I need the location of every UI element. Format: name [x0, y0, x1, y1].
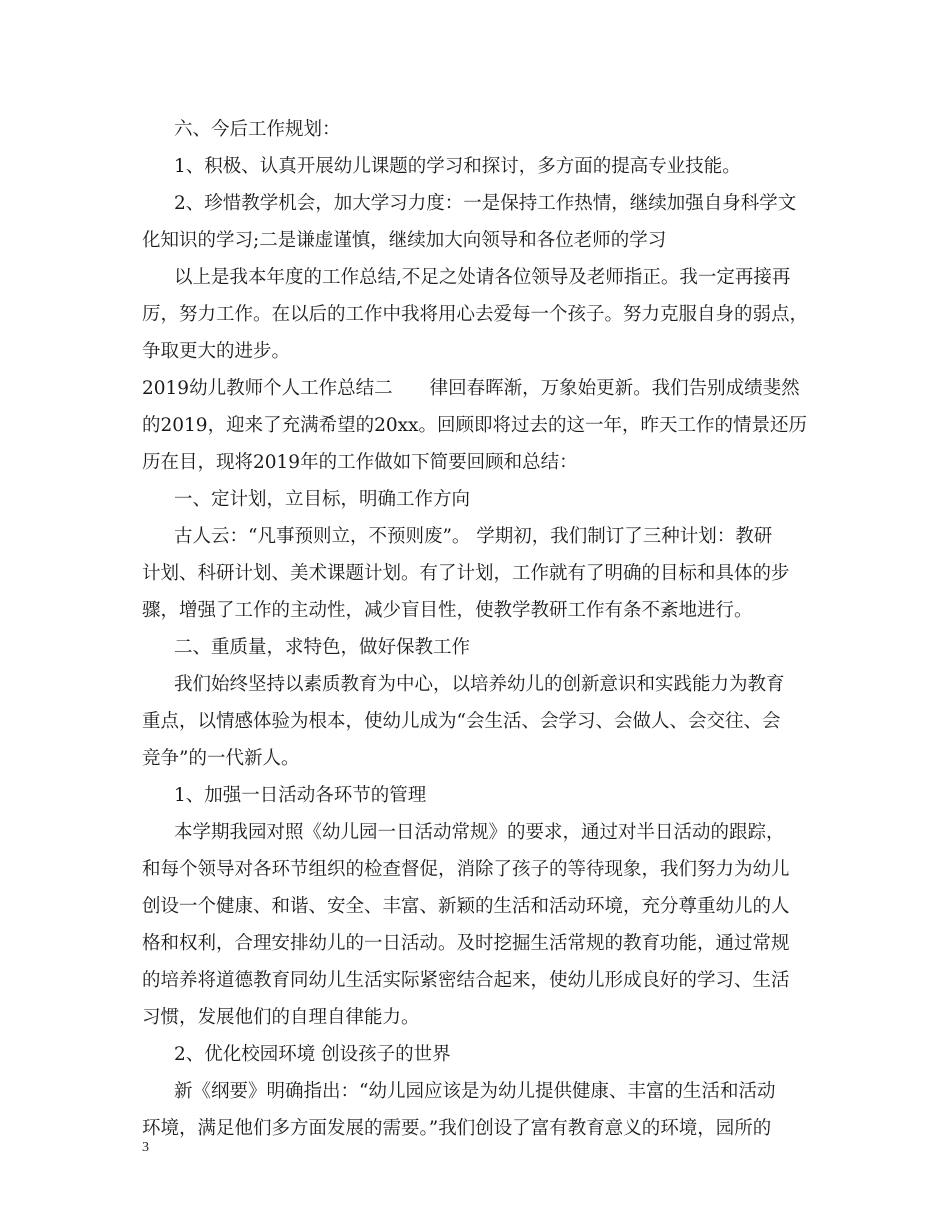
summary-two-title-line: 2019幼儿教师个人工作总结二 律回春晖渐，万象始更新。我们告别成绩斐然	[142, 378, 800, 399]
daily-paragraph-line-6: 习惯，发展他们的自理自律能力。	[142, 1007, 420, 1028]
daily-paragraph-line-5: 的培养将道德教育同幼儿生活实际紧密结合起来，使幼儿形成良好的学习、生活	[142, 970, 790, 991]
summary-two-intro-line-2: 的2019，迎来了充满希望的20xx。回顾即将过去的这一年，昨天工作的情景还历	[142, 415, 807, 436]
page-number: 3	[142, 1140, 149, 1155]
quality-paragraph-line-3: 竞争”的一代新人。	[142, 748, 300, 769]
subheading-daily-activities: 1、加强一日活动各环节的管理	[174, 785, 427, 806]
plan-paragraph-line-2: 计划、科研计划、美术课题计划。有了计划，工作就有了明确的目标和具体的步	[142, 563, 790, 584]
plan-paragraph-line-1: 古人云：“凡事预则立，不预则废”。 学期初，我们制订了三种计划：教研	[174, 526, 773, 547]
daily-paragraph-line-1: 本学期我园对照《幼儿园一日活动常规》的要求，通过对半日活动的跟踪，	[174, 822, 785, 843]
section-heading-future-plan: 六、今后工作规划：	[174, 119, 341, 140]
environment-paragraph-line-2: 环境，满足他们多方面发展的需要。”我们创设了富有教育意义的环境，园所的	[142, 1118, 772, 1139]
plan-item-2-line-2: 化知识的学习;二是谦虚谨慎，继续加大向领导和各位老师的学习	[142, 230, 667, 251]
daily-paragraph-line-2: 和每个领导对各环节组织的检查督促，消除了孩子的等待现象，我们努力为幼儿	[142, 859, 790, 880]
conclusion-line-1: 以上是我本年度的工作总结,不足之处请各位领导及老师指正。我一定再接再	[174, 267, 791, 288]
plan-item-1: 1、积极、认真开展幼儿课题的学习和探讨，多方面的提高专业技能。	[174, 156, 741, 177]
summary-two-intro-line-3: 历在目，现将2019年的工作做如下简要回顾和总结：	[142, 452, 578, 473]
daily-paragraph-line-4: 格和权利，合理安排幼儿的一日活动。及时挖掘生活常规的教育功能，通过常规	[142, 933, 790, 954]
quality-paragraph-line-2: 重点，以情感体验为根本，使幼儿成为“会生活、会学习、会做人、会交往、会	[142, 711, 781, 732]
section-heading-plan: 一、定计划，立目标，明确工作方向	[174, 489, 471, 510]
conclusion-line-2: 厉，努力工作。在以后的工作中我将用心去爱每一个孩子。努力克服自身的弱点，	[142, 304, 809, 325]
quality-paragraph-line-1: 我们始终坚持以素质教育为中心，以培养幼儿的创新意识和实践能力为教育	[174, 674, 785, 695]
plan-item-2-line-1: 2、珍惜教学机会，加大学习力度：一是保持工作热情，继续加强自身科学文	[174, 193, 797, 214]
subheading-campus-environment: 2、优化校园环境 创设孩子的世界	[174, 1044, 451, 1065]
conclusion-line-3: 争取更大的进步。	[142, 341, 291, 362]
plan-paragraph-line-3: 骤，增强了工作的主动性，减少盲目性，使教学教研工作有条不紊地进行。	[142, 600, 753, 621]
daily-paragraph-line-3: 创设一个健康、和谐、安全、丰富、新颖的生活和活动环境，充分尊重幼儿的人	[142, 896, 790, 917]
section-heading-quality: 二、重质量，求特色，做好保教工作	[174, 637, 471, 658]
environment-paragraph-line-1: 新《纲要》明确指出：“幼儿园应该是为幼儿提供健康、丰富的生活和活动	[174, 1081, 776, 1102]
